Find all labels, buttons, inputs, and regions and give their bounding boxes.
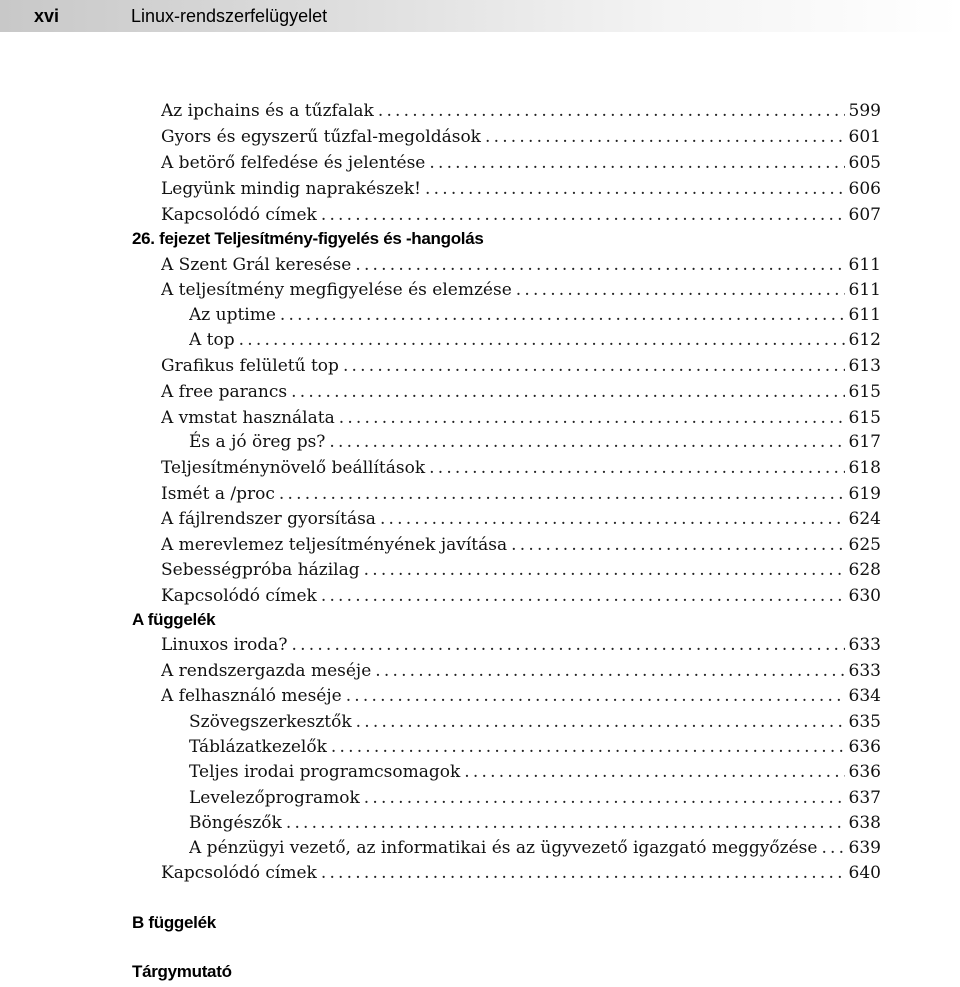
dot-leader	[346, 683, 845, 709]
toc-entry-title: Linuxos iroda?	[161, 635, 288, 655]
toc-entry	[161, 506, 881, 532]
toc-entry	[161, 860, 881, 886]
toc-entry-page: 633	[848, 635, 881, 655]
dot-leader	[511, 532, 844, 558]
toc-entry	[161, 124, 881, 150]
dot-leader	[429, 455, 844, 481]
toc-entry-page: 630	[848, 586, 881, 606]
chapter-heading: 26. fejezet Teljesítmény-figyelés és -hangolás	[132, 229, 484, 248]
toc-entry-title: A felhasználó meséje	[161, 686, 342, 706]
dot-leader	[429, 150, 844, 176]
toc-entry	[161, 202, 881, 228]
toc-entry-title: Kapcsolódó címek	[161, 586, 317, 606]
toc-entry-page: 640	[848, 863, 881, 883]
toc-entry-page: 611	[848, 280, 881, 300]
toc-entry-title: Teljes irodai programcsomagok	[189, 762, 461, 782]
toc-entry-title: Táblázatkezelők	[189, 737, 327, 757]
toc-entry-title: A merevlemez teljesítményének javítása	[161, 535, 508, 555]
toc-entry	[161, 583, 881, 609]
dot-leader	[464, 759, 844, 785]
toc-entry	[189, 810, 881, 836]
toc-entry-title: Teljesítménynövelő beállítások	[161, 458, 426, 478]
toc-entry-page: 636	[848, 737, 881, 757]
toc-entry-page: 636	[848, 762, 881, 782]
dot-leader	[279, 481, 845, 507]
dot-leader	[343, 353, 845, 379]
toc-entry-title: Az ipchains és a tűzfalak	[161, 101, 374, 121]
toc-entry	[189, 429, 881, 455]
toc-entry-title: A top	[189, 330, 235, 350]
toc-entry-title: És a jó öreg ps?	[189, 432, 326, 452]
toc-entry-page: 605	[848, 153, 881, 173]
toc-entry-page: 599	[848, 101, 881, 121]
toc-entry-title: A teljesítmény megfigyelése és elemzése	[161, 280, 512, 300]
toc-entry	[161, 481, 881, 507]
toc-entry-title: Böngészők	[189, 813, 282, 833]
dot-leader	[375, 658, 844, 684]
toc-entry	[189, 759, 881, 785]
toc-entry	[161, 176, 881, 202]
dot-leader	[331, 734, 845, 760]
toc-entry-page: 601	[848, 127, 881, 147]
toc-entry-title: A rendszergazda meséje	[161, 661, 372, 681]
toc-entry-page: 633	[848, 661, 881, 681]
toc-entry-title: Sebességpróba házilag	[161, 560, 360, 580]
dot-leader	[339, 405, 845, 431]
dot-leader	[291, 379, 844, 405]
dot-leader	[425, 176, 845, 202]
running-header	[0, 0, 960, 32]
dot-leader	[280, 302, 845, 328]
dot-leader	[355, 252, 844, 278]
toc-entry	[161, 353, 881, 379]
toc-entry-title: Az uptime	[189, 305, 276, 325]
toc-entry	[161, 532, 881, 558]
toc-entry	[161, 455, 881, 481]
toc-entry-page: 624	[848, 509, 881, 529]
toc-entry-title: Ismét a /proc	[161, 484, 275, 504]
toc-entry-title: Kapcsolódó címek	[161, 205, 317, 225]
toc-entry-page: 612	[848, 330, 881, 350]
dot-leader	[321, 202, 845, 228]
toc-entry-title: A pénzügyi vezető, az informatikai és az ügyvezető igazgató meggyőzése	[189, 838, 818, 858]
dot-leader	[321, 583, 845, 609]
toc-entry	[161, 632, 881, 658]
toc-entry	[189, 709, 881, 735]
running-title: Linux-rendszerfelügyelet	[131, 6, 328, 26]
toc-entry-title: A fájlrendszer gyorsítása	[161, 509, 376, 529]
toc-entry-page: 613	[848, 356, 881, 376]
dot-leader	[821, 835, 844, 861]
toc-entry-page: 617	[848, 432, 881, 452]
toc-entry-page: 638	[848, 813, 881, 833]
toc-entry-title: A Szent Grál keresése	[161, 255, 352, 275]
toc-entry-page: 637	[848, 788, 881, 808]
toc-entry-page: 611	[848, 305, 881, 325]
dot-leader	[292, 632, 845, 658]
toc-entry	[189, 327, 881, 353]
toc-entry	[161, 405, 881, 431]
appendix-heading: A függelék	[132, 610, 216, 629]
toc-entry	[189, 734, 881, 760]
toc-entry	[161, 379, 881, 405]
toc-entry-page: 628	[848, 560, 881, 580]
dot-leader	[286, 810, 845, 836]
toc-entry	[161, 683, 881, 709]
dot-leader	[378, 98, 845, 124]
toc-entry	[189, 302, 881, 328]
toc-entry-title: Gyors és egyszerű tűzfal-megoldások	[161, 127, 481, 147]
toc-entry	[161, 252, 881, 278]
toc-entry-page: 611	[848, 255, 881, 275]
dot-leader	[364, 785, 845, 811]
toc-entry	[161, 98, 881, 124]
toc-entry-title: Levelezőprogramok	[189, 788, 360, 808]
toc-entry-page: 639	[848, 838, 881, 858]
toc-entry-page: 615	[848, 408, 881, 428]
toc-entry-title: A vmstat használata	[161, 408, 335, 428]
appendix-heading: B függelék	[132, 913, 216, 932]
dot-leader	[239, 327, 845, 353]
dot-leader	[380, 506, 845, 532]
toc-entry	[161, 277, 881, 303]
toc-entry-title: Kapcsolódó címek	[161, 863, 317, 883]
toc-entry-title: A free parancs	[161, 382, 288, 402]
dot-leader	[356, 709, 845, 735]
toc-entry	[189, 835, 881, 861]
toc-entry-title: Legyünk mindig naprakészek!	[161, 179, 422, 199]
toc-entry	[161, 150, 881, 176]
toc-entry	[161, 557, 881, 583]
toc-entry	[161, 658, 881, 684]
toc-entry-page: 634	[848, 686, 881, 706]
toc-entry-page: 607	[848, 205, 881, 225]
toc-entry-page: 635	[848, 712, 881, 732]
toc-entry-title: Grafikus felületű top	[161, 356, 339, 376]
page-number: xvi	[34, 6, 60, 26]
toc-entry-page: 625	[848, 535, 881, 555]
toc-entry-page: 615	[848, 382, 881, 402]
toc-entry-page: 606	[848, 179, 881, 199]
dot-leader	[364, 557, 845, 583]
toc-entry-page: 619	[848, 484, 881, 504]
dot-leader	[329, 429, 844, 455]
dot-leader	[485, 124, 845, 150]
toc-entry-page: 618	[848, 458, 881, 478]
dot-leader	[516, 277, 845, 303]
dot-leader	[321, 860, 845, 886]
toc-entry-title: Szövegszerkesztők	[189, 712, 352, 732]
toc-entry-title: A betörő felfedése és jelentése	[161, 153, 426, 173]
toc-entry	[189, 785, 881, 811]
index-heading: Tárgymutató	[132, 962, 232, 981]
